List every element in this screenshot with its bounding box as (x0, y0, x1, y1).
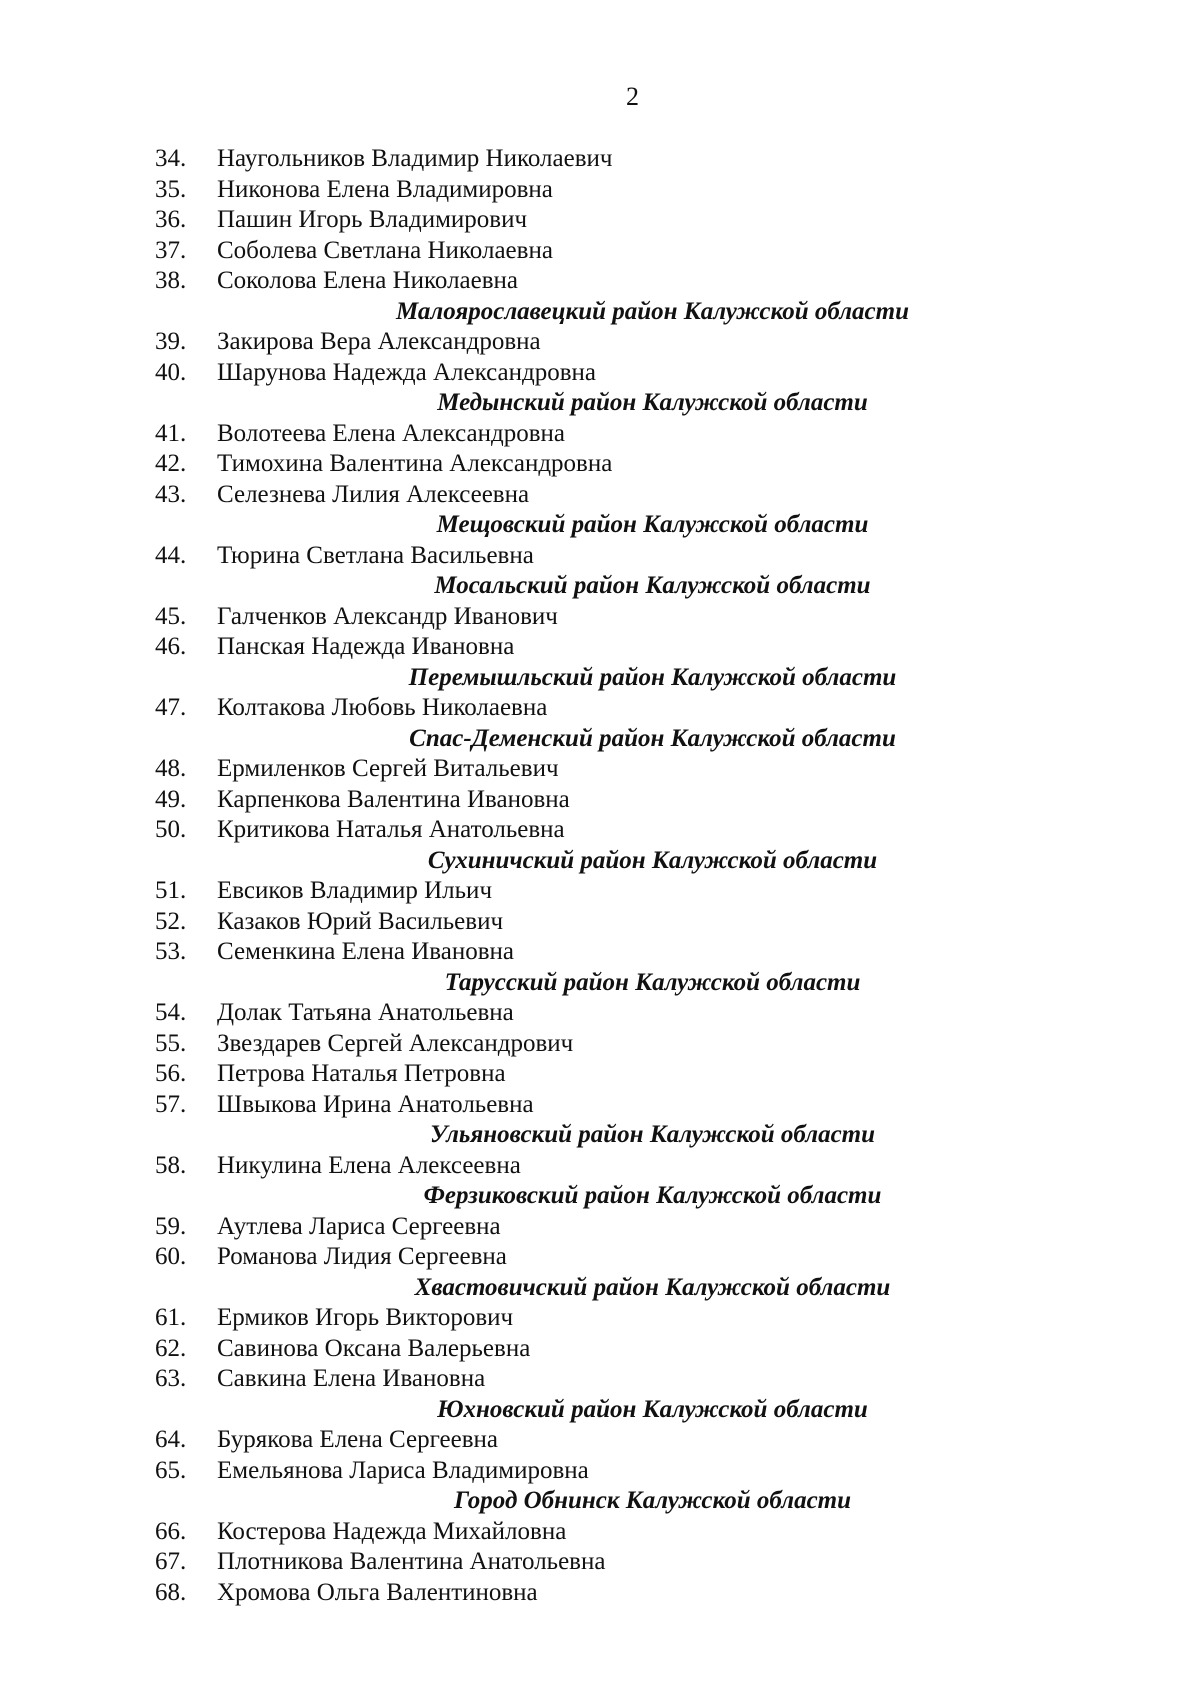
list-item (155, 1457, 1055, 1488)
district-heading: Сухиничский район Калужской области (427, 846, 878, 874)
list-item (155, 1426, 1055, 1457)
person-name: Плотникова Валентина Анатольевна (217, 1548, 606, 1575)
item-number: 38. (155, 267, 187, 294)
item-number: 62. (155, 1334, 187, 1362)
item-number: 39. (155, 328, 187, 355)
item-number: 59. (155, 1212, 187, 1240)
list-item (155, 877, 1055, 908)
person-name: Ермиков Игорь Викторович (217, 1304, 514, 1331)
person-name: Бурякова Елена Сергеевна (217, 1426, 498, 1453)
item-number: 53. (155, 938, 187, 965)
item-number: 57. (155, 1090, 187, 1118)
person-name: Колтакова Любовь Николаевна (217, 694, 548, 721)
person-name: Никонова Елена Владимировна (217, 175, 553, 203)
item-number: 36. (155, 206, 187, 233)
item-number: 66. (155, 1517, 187, 1545)
district-heading: Юхновский район Калужской области (437, 1395, 868, 1423)
list-item (155, 237, 1055, 268)
list-item (155, 1518, 1055, 1549)
list-item (155, 633, 1055, 664)
person-name: Селезнева Лилия Алексеевна (217, 480, 530, 508)
item-number: 37. (155, 236, 187, 264)
person-name: Тимохина Валентина Александровна (217, 450, 613, 477)
person-name: Романова Лидия Сергеевна (217, 1243, 507, 1270)
list-item (155, 694, 1055, 725)
person-name: Хромова Ольга Валентиновна (217, 1578, 538, 1606)
item-number: 40. (155, 358, 187, 386)
district-heading: Мещовский район Калужской области (436, 511, 869, 538)
list-item (155, 176, 1055, 207)
district-heading: Хвастовичский район Калужской области (414, 1273, 891, 1301)
district-heading: Тарусский район Калужской области (444, 968, 861, 996)
person-name: Шарунова Надежда Александровна (217, 358, 597, 386)
person-name: Ермиленков Сергей Витальевич (217, 755, 559, 782)
person-name: Никулина Елена Алексеевна (217, 1151, 521, 1179)
list-item (155, 1365, 1055, 1396)
list-item (155, 999, 1055, 1030)
list-item (155, 1060, 1055, 1091)
district-heading: Перемышльский район Калужской области (408, 663, 897, 691)
item-number: 55. (155, 1029, 187, 1057)
list-item (155, 328, 1055, 359)
person-name: Пашин Игорь Владимирович (217, 206, 528, 233)
item-number: 35. (155, 175, 187, 203)
list-item (155, 1243, 1055, 1274)
list-item (155, 1030, 1055, 1061)
list-item (155, 481, 1055, 512)
item-number: 68. (155, 1578, 187, 1606)
item-number: 44. (155, 541, 187, 569)
person-name: Савинова Оксана Валерьевна (217, 1334, 531, 1362)
item-number: 60. (155, 1243, 187, 1270)
person-name: Евсиков Владимир Ильич (217, 877, 493, 904)
item-number: 67. (155, 1548, 187, 1575)
item-number: 46. (155, 633, 187, 660)
list-item (155, 420, 1055, 451)
person-name: Волотеева Елена Александровна (217, 419, 566, 447)
person-name: Семенкина Елена Ивановна (217, 938, 514, 965)
person-name: Галченков Александр Иванович (217, 602, 558, 630)
item-number: 64. (155, 1426, 187, 1453)
list-item (155, 145, 1055, 176)
person-name: Тюрина Светлана Васильевна (217, 541, 534, 569)
item-number: 58. (155, 1151, 187, 1179)
list-item (155, 450, 1055, 481)
item-number: 65. (155, 1456, 187, 1484)
person-name: Казаков Юрий Васильевич (217, 907, 504, 935)
district-heading: Город Обнинск Калужской области (453, 1487, 852, 1514)
list-item (155, 1335, 1055, 1366)
district-heading: Малоярославецкий район Калужской области (395, 297, 909, 325)
list-item (155, 359, 1055, 390)
person-name: Долак Татьяна Анатольевна (217, 999, 514, 1026)
participant-list (155, 145, 1055, 1609)
district-heading: Спас-Деменский район Калужской области (409, 724, 896, 752)
person-name: Закирова Вера Александровна (217, 328, 541, 355)
person-name: Аутлева Лариса Сергеевна (217, 1212, 501, 1240)
item-number: 54. (155, 999, 187, 1026)
item-number: 56. (155, 1060, 187, 1087)
item-number: 41. (155, 419, 187, 447)
district-heading: Ферзиковский район Калужской области (423, 1182, 882, 1209)
list-item (155, 1548, 1055, 1579)
list-item (155, 542, 1055, 573)
person-name: Костерова Надежда Михайловна (217, 1517, 567, 1545)
list-item (155, 1579, 1055, 1610)
item-number: 34. (155, 145, 187, 172)
item-number: 51. (155, 877, 187, 904)
person-name: Карпенкова Валентина Ивановна (217, 785, 570, 813)
list-item (155, 1304, 1055, 1335)
person-name: Савкина Елена Ивановна (217, 1365, 486, 1392)
list-item (155, 786, 1055, 817)
person-name: Критикова Наталья Анатольевна (217, 816, 565, 843)
list-item (155, 1152, 1055, 1183)
list-item (155, 816, 1055, 847)
district-heading: Медынский район Калужской области (437, 389, 868, 416)
list-item (155, 267, 1055, 298)
person-name: Наугольников Владимир Николаевич (217, 145, 613, 172)
person-name: Петрова Наталья Петровна (217, 1060, 506, 1087)
item-number: 43. (155, 480, 187, 508)
page-number: 2 (626, 82, 639, 111)
item-number: 52. (155, 907, 187, 935)
item-number: 45. (155, 602, 187, 630)
item-number: 47. (155, 694, 187, 721)
list-item (155, 206, 1055, 237)
person-name: Звездарев Сергей Александрович (217, 1029, 574, 1057)
person-name: Панская Надежда Ивановна (217, 633, 515, 660)
person-name: Соколова Елена Николаевна (217, 267, 519, 294)
list-item (155, 908, 1055, 939)
district-heading: Ульяновский район Калужской области (429, 1121, 876, 1148)
list-item (155, 1091, 1055, 1122)
item-number: 42. (155, 450, 187, 477)
item-number: 61. (155, 1304, 187, 1331)
list-item (155, 938, 1055, 969)
district-heading: Мосальский район Калужской области (434, 572, 871, 599)
person-name: Соболева Светлана Николаевна (217, 236, 553, 264)
item-number: 49. (155, 785, 187, 813)
list-item (155, 603, 1055, 634)
person-name: Швыкова Ирина Анатольевна (217, 1090, 534, 1118)
item-number: 50. (155, 816, 187, 843)
list-item (155, 755, 1055, 786)
person-name: Емельянова Лариса Владимировна (217, 1456, 589, 1484)
item-number: 63. (155, 1365, 187, 1392)
item-number: 48. (155, 755, 187, 782)
list-item (155, 1213, 1055, 1244)
